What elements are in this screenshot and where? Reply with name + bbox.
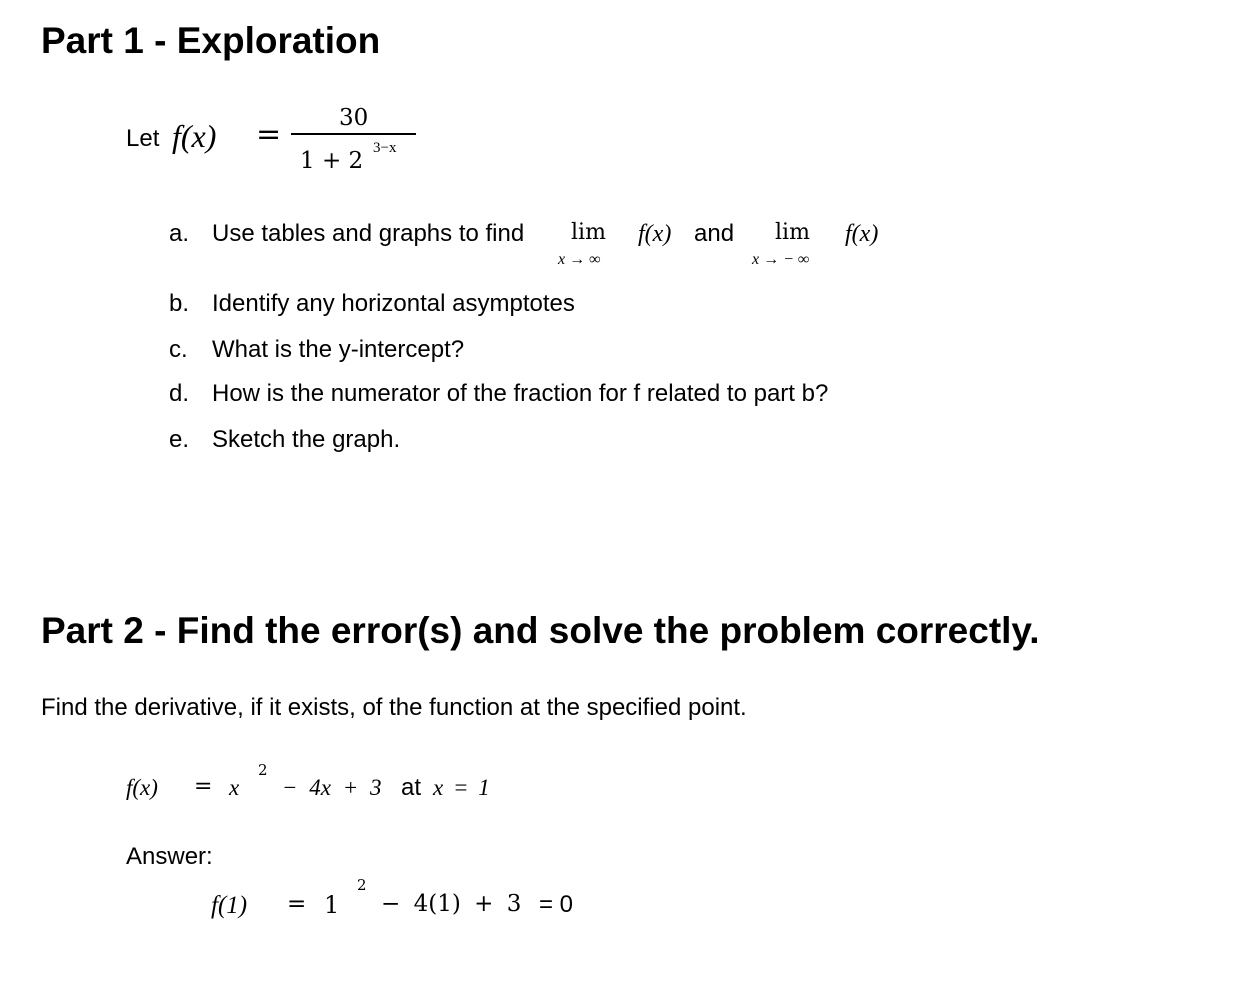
question-marker: d.	[169, 380, 190, 407]
answer-label: Answer:	[126, 843, 213, 870]
question-text: Use tables and graphs to find	[212, 220, 525, 247]
question-marker: a.	[169, 220, 190, 247]
equals-sign: =	[287, 891, 307, 917]
question-marker: b.	[169, 290, 190, 317]
base: 1	[324, 891, 340, 919]
numerator: 30	[339, 105, 369, 131]
exponent: 2	[357, 876, 367, 894]
limit-subscript: x → ∞	[558, 251, 601, 268]
denominator-base: 1 + 2	[300, 148, 364, 174]
function-expression: f(x)	[845, 221, 879, 247]
question-text: Sketch the graph.	[212, 426, 401, 453]
part1-heading: Part 1 - Exploration	[41, 20, 381, 61]
function-lhs: f(x)	[126, 775, 158, 800]
limit-operator: lim	[571, 220, 606, 245]
part2-heading: Part 2 - Find the error(s) and solve the problem correctly.	[41, 610, 1040, 651]
expression-terms: − 4(1) + 3	[381, 891, 522, 917]
part2-instruction: Find the derivative, if it exists, of the function at the specified point.	[41, 694, 747, 721]
question-text: What is the y-intercept?	[212, 336, 465, 363]
equals-sign: =	[256, 117, 282, 152]
question-text: How is the numerator of the fraction for f related to part b?	[212, 380, 829, 407]
question-text: Identify any horizontal asymptotes	[212, 290, 575, 317]
function-lhs: f(1)	[211, 892, 248, 919]
question-marker: e.	[169, 426, 190, 453]
limit-subscript: x → − ∞	[752, 251, 810, 268]
function-expression: f(x)	[638, 221, 672, 247]
conjunction-text: and	[694, 220, 735, 247]
exponent: 2	[258, 761, 268, 779]
equals-sign: =	[194, 774, 213, 799]
variable: x	[229, 775, 240, 800]
fraction-bar	[291, 133, 416, 135]
denominator-exponent: 3−x	[373, 140, 397, 156]
limit-operator: lim	[775, 220, 810, 245]
at-text: at	[401, 774, 422, 801]
specified-point: x = 1	[433, 775, 490, 800]
let-label: Let	[126, 125, 160, 152]
function-lhs: f(x)	[172, 118, 217, 154]
polynomial-terms: − 4x + 3	[282, 775, 382, 800]
answer-result: = 0	[539, 891, 574, 918]
question-marker: c.	[169, 336, 188, 363]
